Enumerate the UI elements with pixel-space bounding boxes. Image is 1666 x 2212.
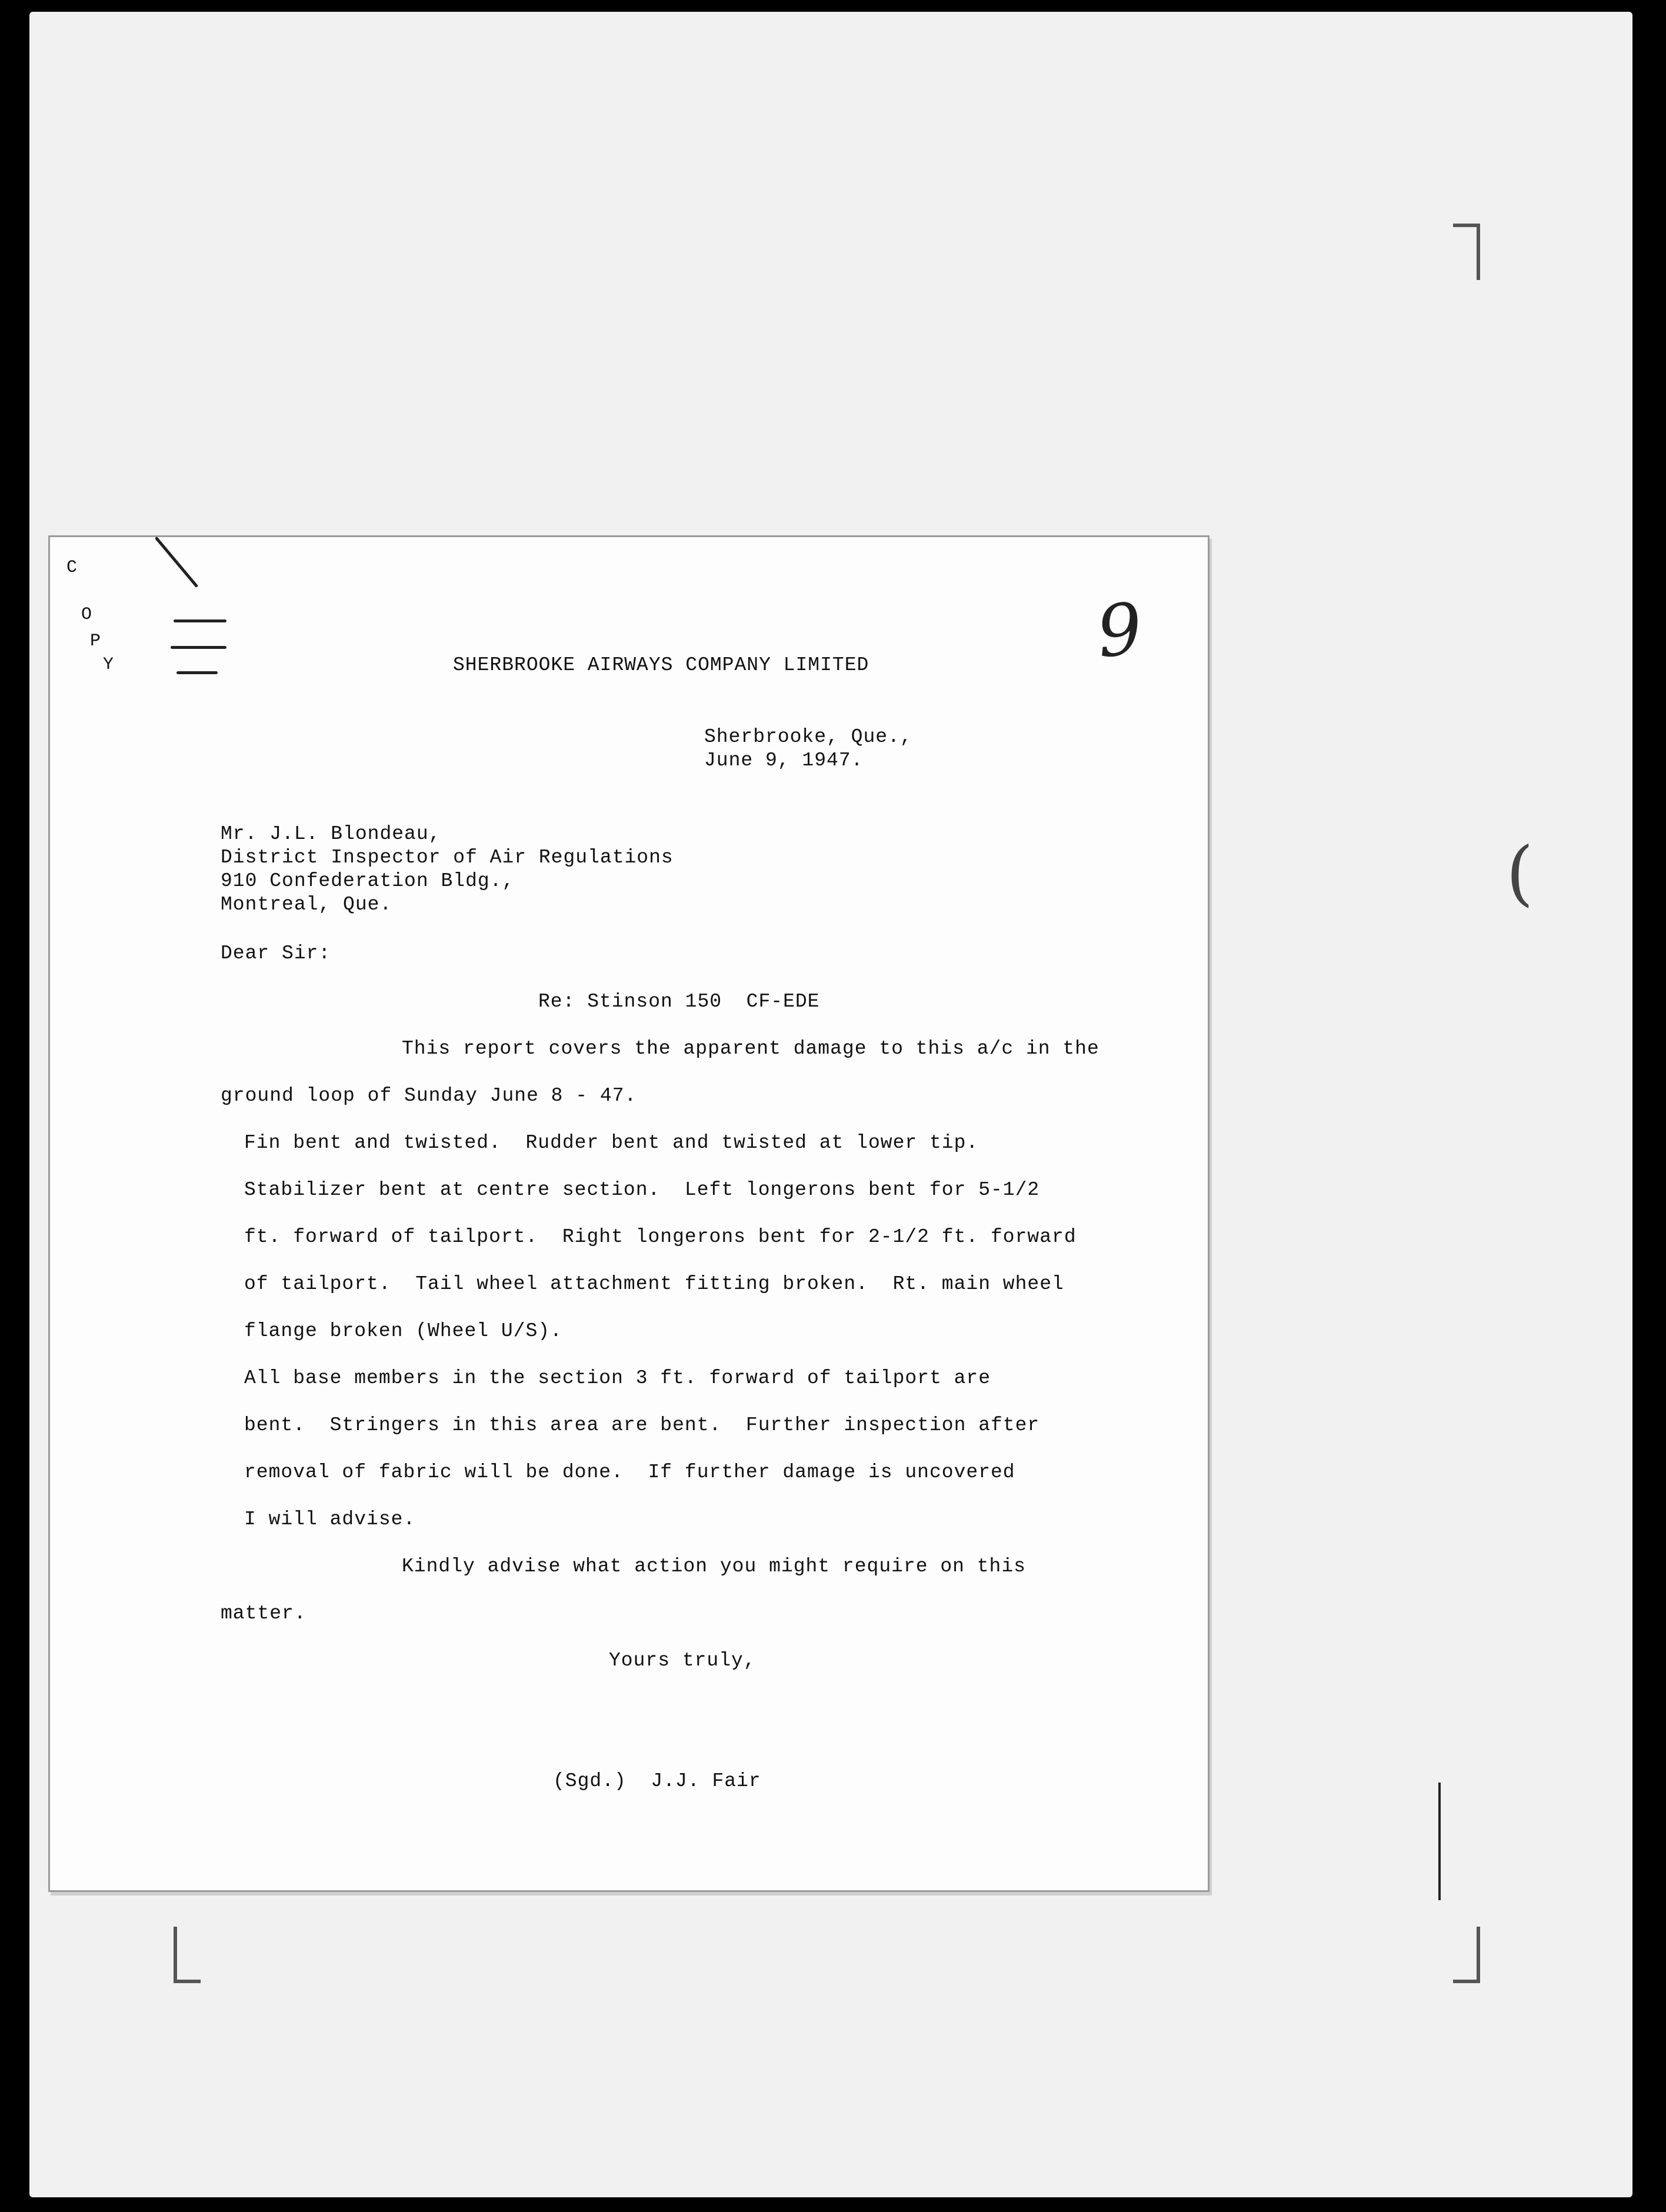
damage-line-1: Fin bent and twisted. Rudder bent and twisted at lower tip. [244, 1132, 979, 1154]
letter-place: Sherbrooke, Que., [704, 726, 912, 748]
damage-line-5: flange broken (Wheel U/S). [244, 1320, 562, 1342]
recipient-city: Montreal, Que. [221, 894, 392, 915]
salutation: Dear Sir: [221, 942, 331, 964]
copy-stamp-letter-c: C [66, 558, 78, 578]
body-paragraph-3-line-1: Kindly advise what action you might require on this [402, 1555, 1026, 1577]
letter-date: June 9, 1947. [704, 749, 864, 771]
crop-mark-bottom-right [1453, 1927, 1480, 1983]
copy-stamp-letter-y: Y [103, 655, 114, 675]
damage-line-8: removal of fabric will be done. If further damage is uncovered [244, 1461, 1015, 1483]
signature: (Sgd.) J.J. Fair [553, 1770, 761, 1792]
damage-line-3: ft. forward of tailport. Right longerons bent for 2-1/2 ft. forward [244, 1226, 1077, 1248]
handwritten-page-number: 9 [1092, 588, 1147, 674]
letterhead: SHERBROOKE AIRWAYS COMPANY LIMITED [453, 654, 869, 676]
copy-stamp-letter-p: P [90, 631, 101, 651]
damage-line-2: Stabilizer bent at centre section. Left longerons bent for 5-1/2 [244, 1179, 1040, 1201]
margin-line [1438, 1783, 1441, 1900]
pencil-stroke [155, 537, 199, 588]
damage-line-9: I will advise. [244, 1508, 416, 1530]
copy-stamp-letter-o: O [81, 605, 92, 625]
letter-page [48, 535, 1209, 1892]
recipient-title: District Inspector of Air Regulations [221, 847, 674, 868]
closing: Yours truly, [609, 1650, 756, 1671]
pencil-stroke [171, 646, 226, 649]
damage-line-7: bent. Stringers in this area are bent. Further inspection after [244, 1414, 1040, 1436]
handwritten-paren-mark: ( [1506, 832, 1534, 914]
damage-line-6: All base members in the section 3 ft. forward of tailport are [244, 1367, 991, 1389]
subject-line: Re: Stinson 150 CF-EDE [538, 991, 820, 1012]
crop-mark-top-right [1453, 224, 1480, 280]
crop-mark-bottom-left [174, 1927, 201, 1983]
recipient-name: Mr. J.L. Blondeau, [221, 823, 441, 845]
pencil-stroke [174, 619, 226, 622]
recipient-address: 910 Confederation Bldg., [221, 870, 515, 892]
damage-line-4: of tailport. Tail wheel attachment fitting broken. Rt. main wheel [244, 1273, 1064, 1295]
body-paragraph-1-line-1: This report covers the apparent damage to this a/c in the [402, 1038, 1099, 1060]
pencil-stroke [176, 671, 218, 674]
body-paragraph-3-line-2: matter. [221, 1603, 306, 1624]
body-paragraph-1-line-2: ground loop of Sunday June 8 - 47. [221, 1085, 637, 1107]
